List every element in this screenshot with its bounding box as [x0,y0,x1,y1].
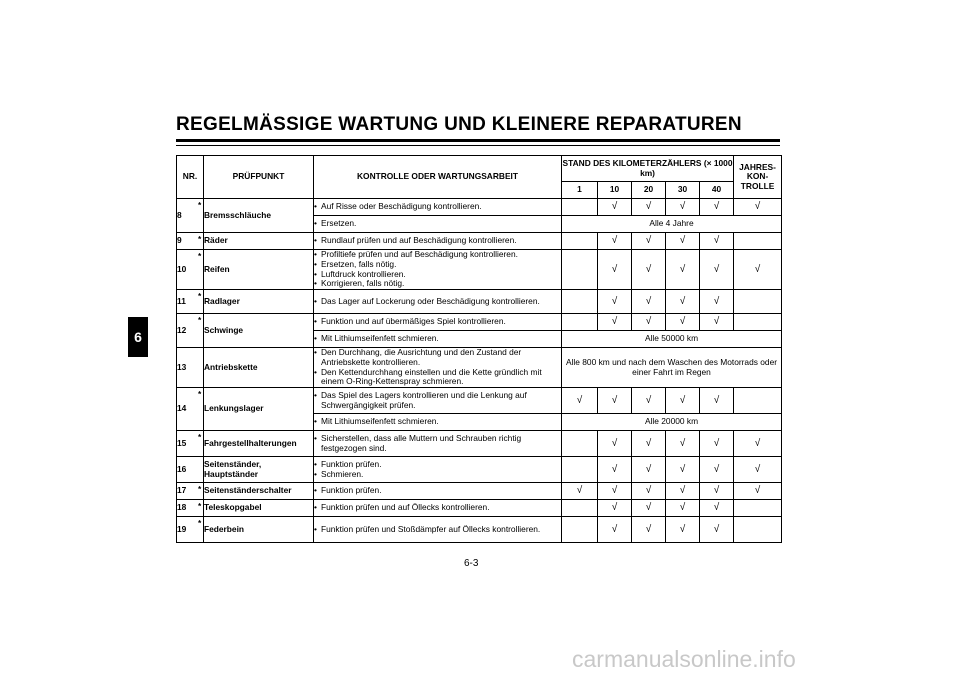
table-row [177,388,782,414]
interval-check: √ [598,250,632,290]
interval-check [562,517,598,543]
work-bullet: • Funktion prüfen. [314,460,561,470]
header-item: PRÜFPUNKT [204,156,314,199]
row-number [177,431,204,457]
header-km-20: 20 [632,182,666,199]
work-description [314,250,562,290]
interval-check: √ [598,388,632,414]
table-row [177,483,782,500]
dealer-service-star: * [198,291,202,301]
row-number [177,348,204,388]
annual-check: √ [734,250,782,290]
work-bullet: • Ersetzen. [314,219,561,229]
header-nr: NR. [177,156,204,199]
interval-check: √ [666,431,700,457]
interval-check [562,290,598,314]
work-bullet: • Das Spiel des Lagers kontrollieren und die Lenkung auf Schwergängigkeit prüfen. [314,391,561,410]
dealer-service-star: * [198,389,202,399]
row-number-text: 15 [177,437,187,448]
row-number [177,388,204,431]
interval-check: √ [632,483,666,500]
interval-check [562,250,598,290]
row-number [177,483,204,500]
work-bullet: • Mit Lithiumseifenfett schmieren. [314,417,561,427]
header-annual: JAHRES-KON-TROLLE [734,156,782,199]
work-bullet: • Korrigieren, falls nötig. [314,279,561,289]
dealer-service-star: * [198,200,202,210]
interval-note: Alle 20000 km [562,414,782,431]
interval-check: √ [632,500,666,517]
interval-check: √ [562,483,598,500]
work-bullet: • Funktion prüfen. [314,486,561,496]
check-item: Teleskopgabel [204,500,314,517]
annual-check [734,314,782,331]
annual-check [734,517,782,543]
interval-check: √ [598,483,632,500]
dealer-service-star: * [198,484,202,494]
page-number: 6-3 [464,558,479,569]
interval-note: Alle 4 Jahre [562,216,782,233]
interval-check: √ [700,431,734,457]
work-description [314,483,562,500]
row-number-text: 19 [177,523,187,534]
row-number [177,500,204,517]
interval-check: √ [598,517,632,543]
table-row [177,500,782,517]
work-description [314,314,562,331]
dealer-service-star: * [198,234,202,244]
work-bullet: • Ersetzen, falls nötig. [314,260,561,270]
interval-check: √ [666,199,700,216]
check-item: Seitenständer, Hauptständer [204,457,314,483]
check-item: Fahrgestellhalterungen [204,431,314,457]
row-number [177,233,204,250]
interval-check: √ [632,250,666,290]
annual-check: √ [734,457,782,483]
row-number-text: 10 [177,263,187,274]
page-title: REGELMÄSSIGE WARTUNG UND KLEINERE REPARATUREN [176,114,742,135]
annual-check: √ [734,483,782,500]
interval-check: √ [666,233,700,250]
annual-check: √ [734,431,782,457]
table-row [177,517,782,543]
interval-check: √ [632,431,666,457]
interval-note: Alle 50000 km [562,331,782,348]
work-bullet: • Profiltiefe prüfen und auf Beschädigung kontrollieren. [314,250,561,260]
interval-check: √ [700,517,734,543]
check-item: Antriebskette [204,348,314,388]
annual-check [734,233,782,250]
interval-check [562,314,598,331]
interval-check [562,199,598,216]
row-number-text: 17 [177,485,187,496]
work-description [314,290,562,314]
row-number-text: 12 [177,324,187,335]
work-description [314,216,562,233]
row-number [177,314,204,348]
work-bullet: • Funktion prüfen und auf Öllecks kontrollieren. [314,503,561,513]
dealer-service-star: * [198,432,202,442]
interval-check: √ [632,233,666,250]
row-number-text: 8 [177,209,182,220]
interval-check: √ [598,457,632,483]
check-item: Lenkungslager [204,388,314,431]
interval-check: √ [700,388,734,414]
interval-check: √ [632,517,666,543]
check-item: Schwinge [204,314,314,348]
work-description [314,331,562,348]
table-row [177,199,782,216]
work-description [314,414,562,431]
interval-check: √ [666,314,700,331]
interval-check: √ [598,233,632,250]
work-bullet: • Funktion und auf übermäßiges Spiel kontrollieren. [314,317,561,327]
interval-check [562,233,598,250]
check-item: Bremsschläuche [204,199,314,233]
annual-check [734,388,782,414]
row-number-text: 14 [177,403,187,414]
chapter-tab: 6 [128,317,148,357]
interval-check: √ [666,290,700,314]
interval-check: √ [598,199,632,216]
check-item: Seitenständerschalter [204,483,314,500]
interval-check: √ [700,500,734,517]
row-number [177,457,204,483]
table-row [177,431,782,457]
row-number-text: 18 [177,502,187,513]
work-bullet: • Den Kettendurchhang einstellen und die Kette gründlich mit einem O-Ring-Kettenspray schmieren. [314,368,561,387]
title-rule-thin [176,145,780,146]
interval-check: √ [666,517,700,543]
interval-check: √ [598,290,632,314]
work-bullet: • Schmieren. [314,470,561,480]
interval-note: Alle 800 km und nach dem Waschen des Motorrads oder einer Fahrt im Regen [562,348,782,388]
interval-check: √ [700,199,734,216]
header-work: KONTROLLE ODER WARTUNGSARBEIT [314,156,562,199]
interval-check: √ [700,483,734,500]
work-bullet: • Luftdruck kontrollieren. [314,270,561,280]
interval-check [562,457,598,483]
work-description [314,199,562,216]
interval-check: √ [632,199,666,216]
interval-check: √ [632,290,666,314]
dealer-service-star: * [198,251,202,261]
maintenance-table-body [177,199,782,543]
interval-check: √ [700,290,734,314]
interval-check: √ [598,500,632,517]
interval-check: √ [598,314,632,331]
interval-check: √ [700,233,734,250]
check-item: Reifen [204,250,314,290]
interval-check: √ [666,457,700,483]
table-row [177,348,782,388]
maintenance-table [176,155,782,543]
interval-check: √ [598,431,632,457]
table-row [177,233,782,250]
interval-check: √ [632,314,666,331]
interval-check: √ [562,388,598,414]
interval-check: √ [666,250,700,290]
check-item: Federbein [204,517,314,543]
interval-check [562,500,598,517]
row-number [177,290,204,314]
dealer-service-star: * [198,315,202,325]
interval-check [562,431,598,457]
header-km-30: 30 [666,182,700,199]
interval-check: √ [700,457,734,483]
header-odometer: STAND DES KILOMETERZÄHLERS (× 1000 km) [562,156,734,182]
interval-check: √ [666,388,700,414]
annual-check: √ [734,199,782,216]
annual-check [734,290,782,314]
table-row [177,457,782,483]
interval-check: √ [632,457,666,483]
dealer-service-star: * [198,501,202,511]
work-description [314,457,562,483]
work-bullet: • Rundlauf prüfen und auf Beschädigung kontrollieren. [314,236,561,246]
work-bullet: • Auf Risse oder Beschädigung kontrollieren. [314,202,561,212]
interval-check: √ [666,483,700,500]
table-row [177,250,782,290]
row-number [177,250,204,290]
work-description [314,431,562,457]
interval-check: √ [700,314,734,331]
table-row [177,314,782,331]
header-km-10: 10 [598,182,632,199]
row-number-text: 16 [177,463,187,474]
work-description [314,500,562,517]
watermark: carmanualsonline.info [572,646,796,672]
interval-check: √ [666,500,700,517]
dealer-service-star: * [198,518,202,528]
work-bullet: • Sicherstellen, dass alle Muttern und Schrauben richtig festgezogen sind. [314,434,561,453]
header-km-1: 1 [562,182,598,199]
annual-check [734,500,782,517]
row-number-text: 9 [177,235,182,246]
work-description [314,388,562,414]
work-description [314,348,562,388]
interval-check: √ [632,388,666,414]
check-item: Radlager [204,290,314,314]
table-row [177,290,782,314]
header-km-40: 40 [700,182,734,199]
work-bullet: • Mit Lithiumseifenfett schmieren. [314,334,561,344]
interval-check: √ [700,250,734,290]
work-description [314,517,562,543]
work-bullet: • Funktion prüfen und Stoßdämpfer auf Öllecks kontrollieren. [314,525,561,535]
check-item: Räder [204,233,314,250]
title-rule-thick [176,139,780,142]
row-number [177,517,204,543]
row-number-text: 11 [177,295,186,306]
work-bullet: • Das Lager auf Lockerung oder Beschädigung kontrollieren. [314,297,561,307]
work-description [314,233,562,250]
work-bullet: • Den Durchhang, die Ausrichtung und den Zustand der Antriebskette kontrollieren. [314,348,561,367]
row-number-text: 13 [177,361,187,372]
row-number [177,199,204,233]
